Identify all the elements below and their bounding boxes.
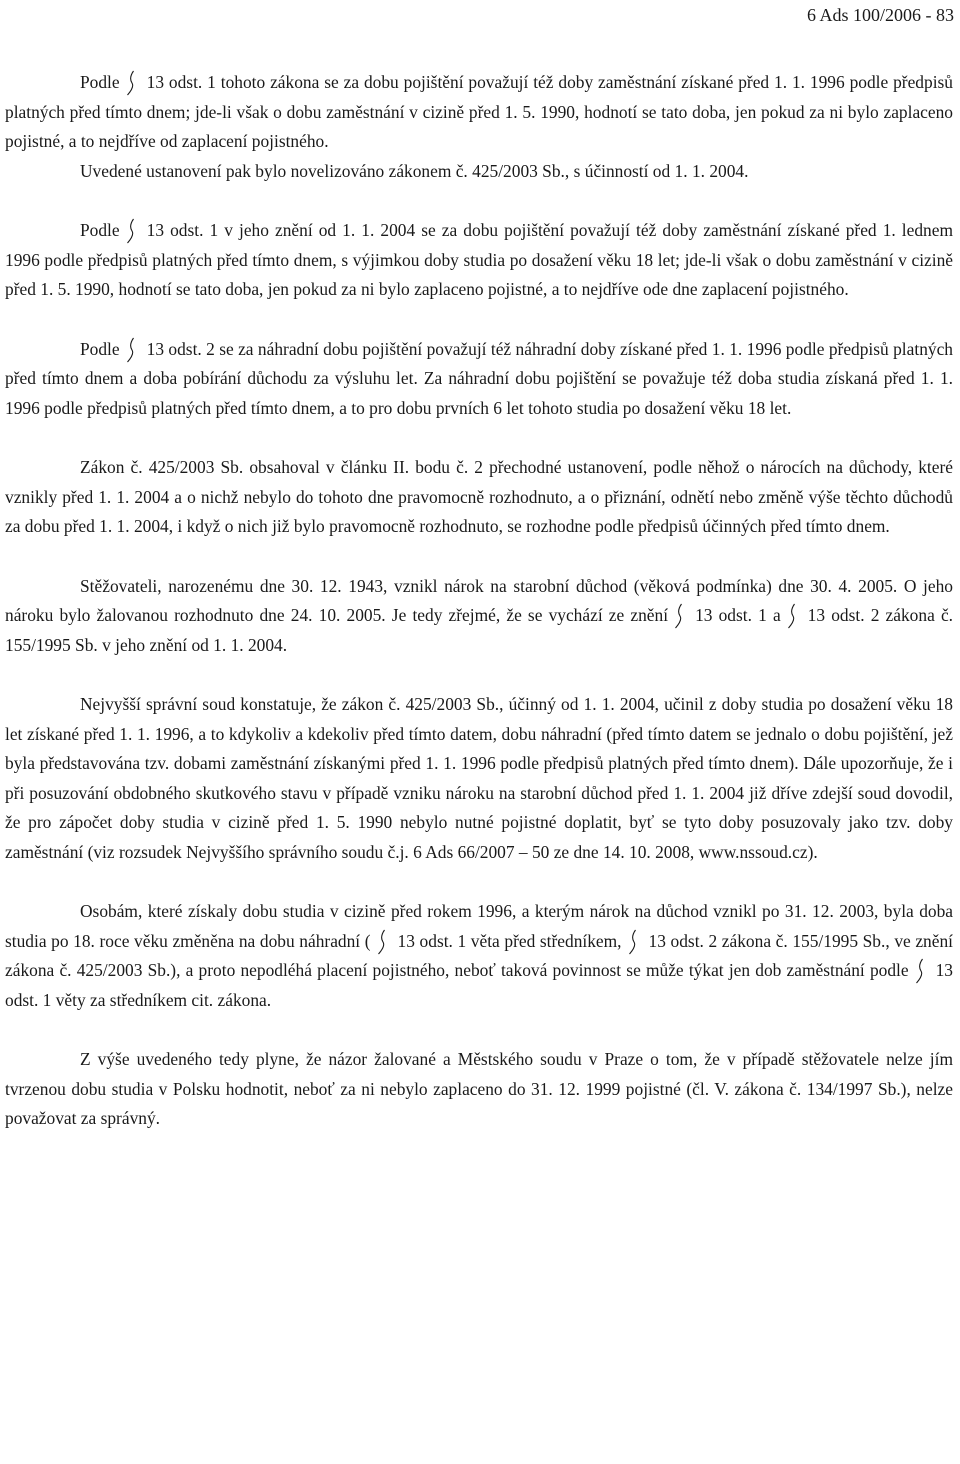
paragraph-6-pre: Stěžovateli, narozenému dne 30. 12. 1943, vznikl nárok na starobní důchod (věková podmínka) dne 30. 4. 2005. O jeho nároku bylo žalovanou rozhodnuto dne 24. 10. 2005. Je tedy zřejmé, že se vychází ze znění <box>5 575 953 625</box>
paragraph-1 <box>5 68 953 157</box>
paragraph-3 <box>5 216 953 305</box>
paragraph-8-post: 13 odst. 1 věty za středníkem cit. zákona. <box>5 960 953 1010</box>
paragraph-7: Nejvyšší správní soud konstatuje, že zákon č. 425/2003 Sb., účinný od 1. 1. 2004, učinil z doby studia po dosažení věku 18 let získané před 1. 1. 1996, a to kdykoliv a kdekoliv před tímto datem, dobu náhradní (před tímto datem se jednalo o dobu pojištění, jež byla představována tzv. dobami zaměstnání získanými před 1. 1. 1996 podle předpisů platných před tímto dnem). Dále upozorňuje, že i při posuzování obdobného skutkového stavu v případě vzniku nároku na starobní důchod před 1. 1. 2004 již dříve zdejší soud dovodil, že pro zápočet doby studia v cizině před 1. 5. 1990 nebylo nutné pojistné doplatit, byť se tyto doby posuzovaly jako tzv. doby zaměstnání (viz rozsudek Nejvyššího správního soudu č.j. 6 Ads 66/2007 – 50 ze dne 14. 10. 2008, www.nssoud.cz). <box>5 694 953 862</box>
section-sign-icon <box>126 337 133 363</box>
section-sign-icon <box>126 70 133 96</box>
paragraph-5: Zákon č. 425/2003 Sb. obsahoval v článku II. bodu č. 2 přechodné ustanovení, podle něhož o nárocích na důchody, které vznikly před 1. 1. 2004 a o nichž nebylo do tohoto dne pravomocně rozhodnuto, a o přiznání, odnětí nebo změně výše těchto důchodů za dobu před 1. 1. 2004, i když o nich již bylo pravomocně rozhodnuto, se rozhodne podle předpisů účinných před tímto dnem. <box>5 457 953 536</box>
paragraph-6-mid: 13 odst. 1 a <box>695 605 781 625</box>
section-sign-icon <box>126 218 133 244</box>
paragraph-1-post: 13 odst. 1 tohoto zákona se za dobu pojištění považují též doby zaměstnání získané před 1. 1. 1996 podle předpisů platných před tímto dnem; jde-li však o dobu zaměstnání v cizině před 1. 5. 1990, hodnotí se tato doba, jen pokud za ni bylo zaplaceno pojistné, a to nejdříve od zaplacení pojistného. <box>5 72 953 151</box>
paragraph-8-pre: Osobám, které získaly dobu studia v cizině před rokem 1996, a kterým nárok na důchod vznikl po 31. 12. 2003, byla doba studia po 18. roce věku změněna na dobu náhradní ( <box>5 901 953 951</box>
document-body <box>5 68 953 1164</box>
paragraph-6 <box>5 572 953 661</box>
section-sign-icon <box>674 603 681 629</box>
paragraph-2: Uvedené ustanovení pak bylo novelizováno zákonem č. 425/2003 Sb., s účinností od 1. 1. 2004. <box>80 160 749 181</box>
paragraph-6-post: 13 odst. 2 zákona č. 155/1995 Sb. v jeho znění od 1. 1. 2004. <box>5 605 954 655</box>
section-sign-icon <box>915 958 922 984</box>
paragraph-3-post: 13 odst. 1 v jeho znění od 1. 1. 2004 se za dobu pojištění považují též doby zaměstnání získané před 1. lednem 1996 podle předpisů platných před tímto dnem, s výjimkou doby studia po dosažení věku 18 let; jde-li však o dobu zaměstnání v cizině před 1. 5. 1990, hodnotí se tato doba, jen pokud za ni bylo zaplaceno pojistné, a to nejdříve ode dne zaplacení pojistného. <box>5 220 953 299</box>
paragraph-4-post: 13 odst. 2 se za náhradní dobu pojištění považují též náhradní doby získané před 1. 1. 1996 podle předpisů platných před tímto dnem a doba pobírání důchodu za výsluhu let. Za náhradní dobu pojištění se považuje též doba studia získaná před 1. 1. 1996 podle předpisů platných před tímto dnem, a to pro dobu prvních 6 let tohoto studia po dosažení věku 18 let. <box>5 338 953 418</box>
paragraph-1-pre: Podle <box>80 72 120 92</box>
section-sign-icon <box>377 929 384 955</box>
paragraph-8 <box>5 897 953 1015</box>
case-reference-header: 6 Ads 100/2006 - 83 <box>806 5 954 25</box>
paragraph-4 <box>5 335 953 424</box>
section-sign-icon <box>787 603 794 629</box>
paragraph-8-mid: 13 odst. 1 věta před středníkem, <box>397 930 622 951</box>
paragraph-4-pre: Podle <box>80 338 120 359</box>
paragraph-3-pre: Podle <box>80 220 120 240</box>
section-sign-icon <box>628 929 635 955</box>
paragraph-9: Z výše uvedeného tedy plyne, že názor žalované a Městského soudu v Praze o tom, že v případě stěžovatele nelze jím tvrzenou dobu studia v Polsku hodnotit, neboť za ni nebylo zaplaceno do 31. 12. 1999 pojistné (čl. V. zákona č. 134/1997 Sb.), nelze považovat za správný. <box>5 1049 953 1128</box>
paragraph-8-mid2: 13 odst. 2 zákona č. 155/1995 Sb., ve znění zákona č. 425/2003 Sb.), a proto nepodléhá placení pojistného, neboť taková povinnost se může týkat jen dob zaměstnání podle <box>5 930 953 980</box>
